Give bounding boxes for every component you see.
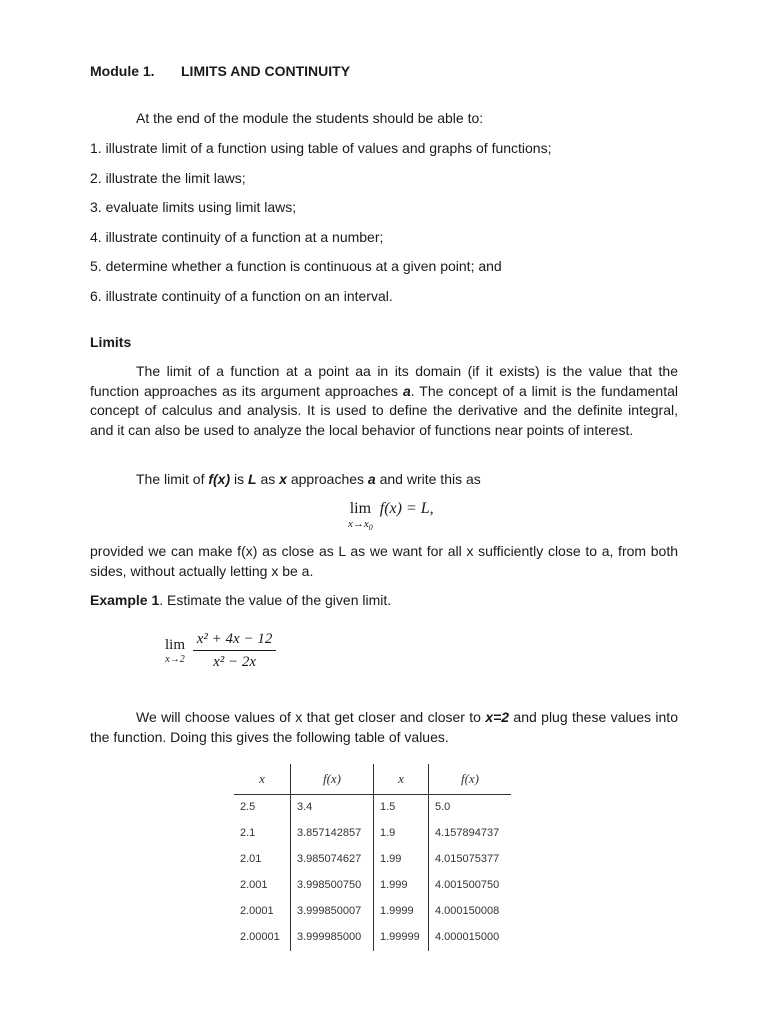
- objective-item-3: 3. evaluate limits using limit laws;: [90, 199, 297, 215]
- table-cell: 1.999: [374, 873, 429, 899]
- term-a: a: [367, 471, 376, 487]
- explanation-text-continued: and plug these values into the function. Doing this gives the following table of values.: [90, 709, 678, 745]
- example-lim-subscript: x→2: [165, 654, 185, 665]
- table-cell: 4.001500750: [429, 873, 512, 899]
- table-row: [234, 795, 511, 822]
- module-label: Module 1.: [90, 63, 155, 79]
- table-cell: 1.99999: [374, 925, 429, 951]
- table-row: [234, 821, 511, 847]
- table-cell: 2.001: [240, 879, 268, 892]
- table-cell: 3.985074627: [291, 847, 374, 873]
- objective-item-4: 4. illustrate continuity of a function at a number;: [90, 229, 384, 245]
- example-explanation: [90, 708, 678, 747]
- table-row: [234, 873, 511, 899]
- example-limit-formula: [165, 630, 276, 671]
- example-label: Example 1: [90, 592, 160, 608]
- term-x-equals-2: x=2: [485, 709, 510, 725]
- values-table: [234, 764, 511, 951]
- table-cell: 4.157894737: [429, 821, 512, 847]
- table-cell: 3.4: [291, 795, 374, 822]
- text-run: The limit of: [136, 471, 209, 487]
- objective-item-6: 6. illustrate continuity of a function on an interval.: [90, 288, 393, 304]
- limits-paragraph-1: [90, 362, 678, 440]
- table-row: [234, 899, 511, 925]
- limits-paragraph-3: provided we can make f(x) as close as L as we want for all x sufficiently close to a, from both sides, without actually letting x be a.: [90, 543, 678, 579]
- table-row: [234, 847, 511, 873]
- fraction-numerator: x² + 4x − 12: [193, 630, 277, 651]
- table-cell: 2.1: [240, 827, 256, 840]
- table-cell: 1.99: [374, 847, 429, 873]
- example-lim-operator: [165, 636, 185, 665]
- table-cell: 1.5: [374, 795, 429, 822]
- table-cell: 2.00001: [240, 931, 280, 944]
- objective-item-5: 5. determine whether a function is continuous at a given point; and: [90, 258, 502, 274]
- limit-expression: f(x) = L,: [379, 500, 434, 517]
- table-header-row: [234, 764, 511, 795]
- table-cell: 3.999850007: [291, 899, 374, 925]
- table-cell: 2.0001: [240, 905, 274, 918]
- fraction-denominator: x² − 2x: [213, 654, 257, 670]
- table-cell: 1.9999: [374, 899, 429, 925]
- limits-paragraph-2: [136, 470, 481, 490]
- objective-item-1: 1. illustrate limit of a function using table of values and graphs of functions;: [90, 140, 552, 156]
- limits-paragraph-1-text-continued: . The concept of a limit is the fundamental concept of calculus and analysis. It is used to define the derivative and the definite integral, and it can also be used to analyze the local behavior of functions near points of interest.: [90, 382, 679, 438]
- header-fx: f(x): [429, 764, 512, 795]
- header-fx: f(x): [291, 764, 374, 795]
- table-cell: 2.01: [240, 853, 262, 866]
- variable-a: a: [402, 382, 411, 399]
- lim-subscript-zero: 0: [368, 523, 373, 533]
- lim-operator: [348, 500, 373, 534]
- term-fx: f(x): [208, 471, 231, 487]
- table-row: [234, 925, 511, 951]
- table-cell: 4.015075377: [429, 847, 512, 873]
- term-L: L: [248, 471, 257, 487]
- section-heading-limits: Limits: [90, 334, 132, 350]
- example-fraction: [193, 630, 277, 671]
- table-cell: 4.000015000: [429, 925, 512, 951]
- values-table-wrapper: [234, 764, 511, 951]
- explanation-text: We will choose values of x that get closer and closer to: [136, 709, 486, 725]
- lim-subscript-text: x→x: [348, 518, 369, 530]
- example-lim-text: lim: [165, 637, 186, 653]
- limits-paragraph-1-text: The limit of a function at a point aa in its domain (if it exists) is the value that the function approaches as its argument approaches: [90, 363, 678, 399]
- table-cell: 3.998500750: [291, 873, 374, 899]
- example-text: . Estimate the value of the given limit.: [159, 592, 392, 608]
- text-run: as: [256, 471, 280, 487]
- table-cell: 5.0: [429, 795, 512, 822]
- table-cell: 2.5: [240, 801, 256, 814]
- header-x: x: [259, 771, 265, 787]
- text-run: and write this as: [375, 471, 481, 487]
- table-cell: 4.000150008: [429, 899, 512, 925]
- lim-text: lim: [349, 500, 372, 517]
- text-run: is: [230, 471, 249, 487]
- objectives-intro: At the end of the module the students should be able to:: [136, 110, 484, 126]
- table-cell: 1.9: [374, 821, 429, 847]
- table-cell: 3.999985000: [291, 925, 374, 951]
- module-title: LIMITS AND CONTINUITY: [181, 63, 351, 79]
- header-x: x: [374, 764, 429, 795]
- objective-item-2: 2. illustrate the limit laws;: [90, 170, 246, 186]
- term-x: x: [279, 471, 287, 487]
- limit-definition-formula: [348, 500, 434, 534]
- lim-subscript: [348, 518, 373, 534]
- table-cell: 3.857142857: [291, 821, 374, 847]
- text-run: approaches: [286, 471, 368, 487]
- example-1-statement: [90, 591, 391, 611]
